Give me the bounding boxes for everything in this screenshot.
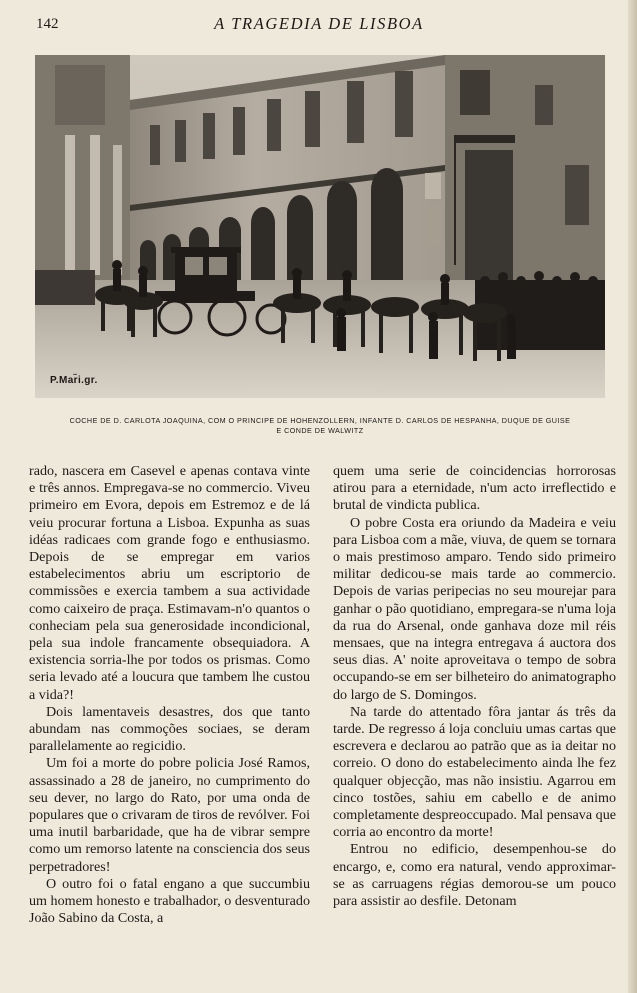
- paragraph: Dois lamentaveis desastres, dos que tanto abundam nas commoções sociaes, se deram parallelamente ao regicidio.: [29, 703, 310, 755]
- caption-line-2: E CONDE DE WALWITZ: [276, 426, 364, 435]
- paragraph: O outro foi o fatal engano a que succumbiu um homem honesto e trabalhador, o desventurado João Sabino da Costa, a: [29, 875, 310, 927]
- photo-caption: [40, 416, 600, 436]
- paragraph: Um foi a morte do pobre policia José Ramos, assassinado a 28 de janeiro, no cumprimento do seu dever, no largo do Rato, por uma onda de populares que o crivaram de tiros de revólver. Foi uma inutil barbaridade, que ha de vibrar sempre como um remorso latente na consciencia dos seus perpetradores!: [29, 755, 310, 875]
- paragraph: O pobre Costa era oriundo da Madeira e veiu para Lisboa com a mãe, viuva, de quem se tornara o mais prestimoso amparo. Tendo sido primeiro militar dedicou-se mais tarde ao commercio. Depois de varias peripecias no seu mourejar para ganhar o pão quotidiano, empregara-se n'uma loja da rua do Arsenal, onde ganhava doze mil réis mensaes, que na integra entregava á auctora dos seus dias. A' noite aproveitava o tempo de sobra occupando-se em ser bilheteiro do animatographo do largo de S. Domingos.: [333, 514, 616, 703]
- caption-line-1: COCHE DE D. CARLOTA JOAQUINA, COM O PRINCIPE DE HOHENZOLLERN, INFANTE D. CARLOS DE HESPANHA, DUQUE DE GUISE: [69, 416, 571, 425]
- paragraph: Na tarde do attentado fôra jantar ás três da tarde. De regresso á loja concluiu umas cartas que escrevera e declarou ao patrão que as ia deitar no correio. O dono do estabelecimento ainda lhe fez qualquer objecção, mas não insistiu. Agarrou em cinco tostões, sahiu em cabello e de animo completamente despreoccupado. Mal pensava que corria ao encontro da morte!: [333, 703, 616, 841]
- page-header: [36, 14, 602, 36]
- paragraph: rado, nascera em Casevel e apenas contava vinte e três annos. Empregava-se no commercio. Viveu primeiro em Evora, depois em Estremoz e de lá veiu procurar fortuna a Lisboa. Expunha as suas idéas radicaes com grande fogo e enthusiasmo. Depois de se empregar em varios estabelecimentos abriu um escriptorio de commissões e exercia tambem a sua actividade como caixeiro de praça. Estimavam-n'o quantos o conheciam pela sua generosidade incondicional, pela sua indole francamente obsequiadora. A existencia sorria-lhe por todos os prismas. Como seria levado até a loucura que tambem lhe custou a vida?!: [29, 463, 310, 703]
- page-edge: [628, 0, 637, 993]
- page-number: 142: [36, 16, 59, 32]
- photograph: [35, 55, 605, 398]
- left-text-column: [29, 463, 310, 927]
- street-scene-illustration: [35, 55, 605, 398]
- running-title: A TRAGEDIA DE LISBOA: [214, 14, 424, 33]
- photographer-signature: P.Mar̃i.gr.: [50, 375, 98, 386]
- right-text-column: [333, 463, 616, 910]
- paragraph: quem uma serie de coincidencias horrorosas atirou para a eternidade, n'um acto irreflectido e brutal de vindicta publica.: [333, 463, 616, 514]
- paragraph: Entrou no edificio, desempenhou-se do encargo, e, como era natural, vendo approximar-se as carruagens régias demorou-se um pouco para assistir ao desfile. Detonam: [333, 841, 616, 910]
